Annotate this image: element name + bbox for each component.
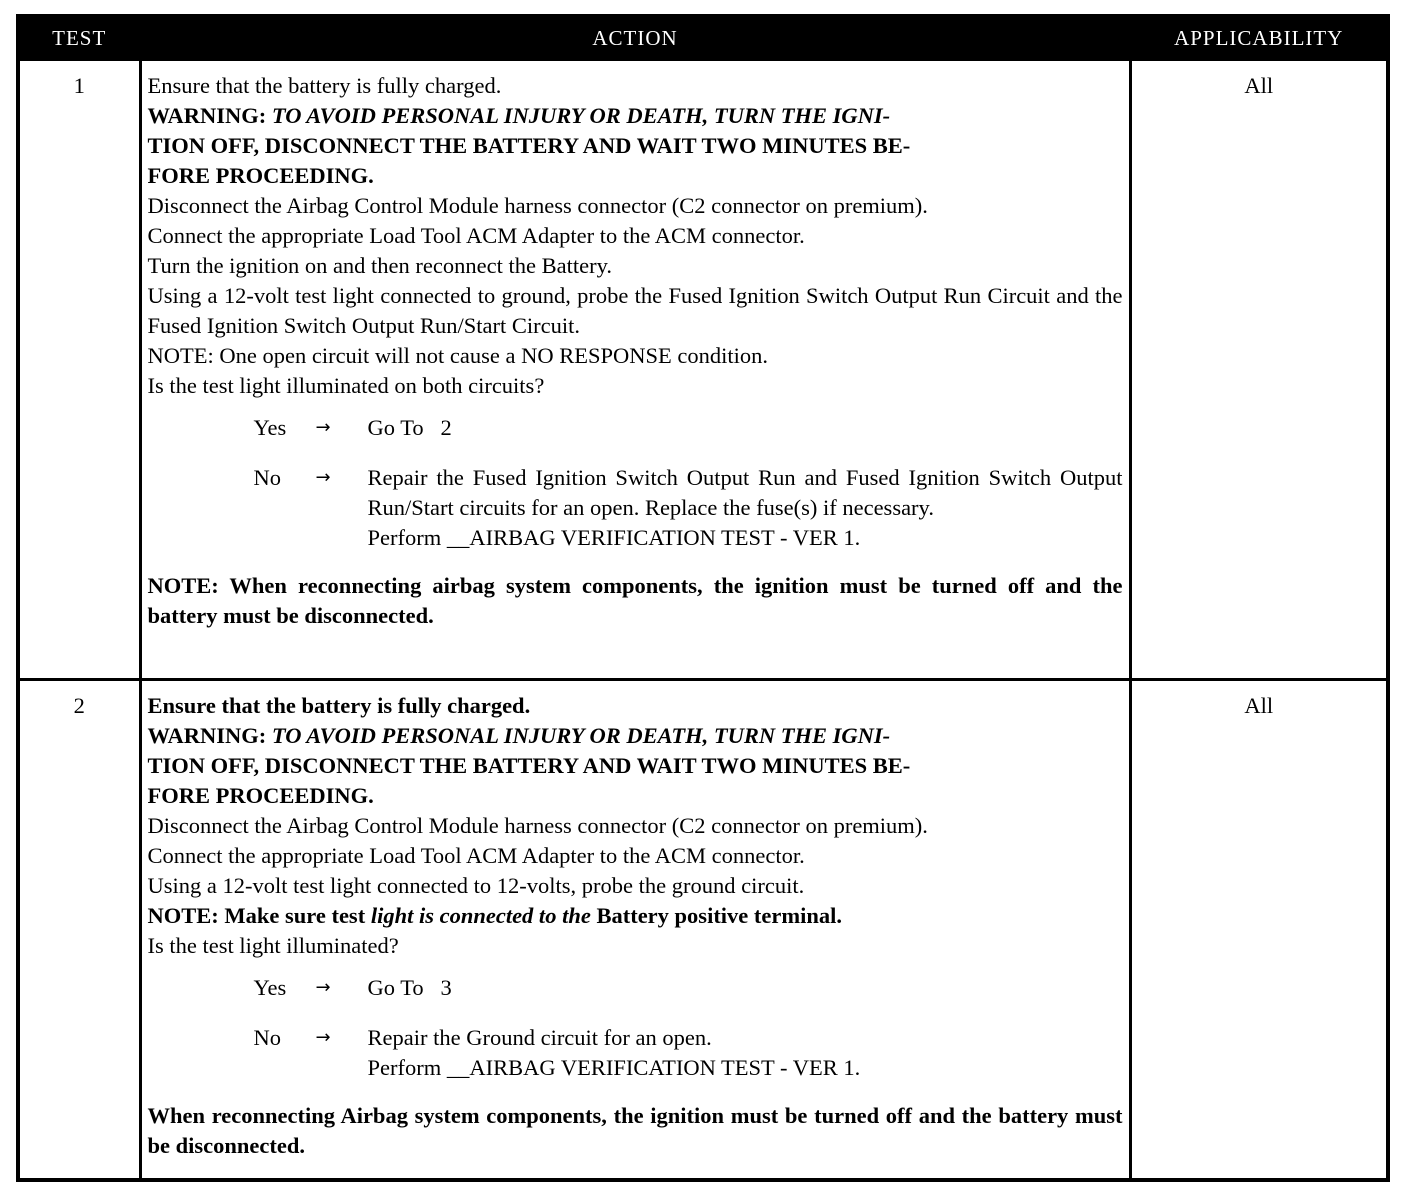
yes-result: Go To 3: [367, 975, 452, 1000]
step-text: Connect the appropriate Load Tool ACM Adapter to the ACM connector.: [147, 223, 805, 248]
step-text: Connect the appropriate Load Tool ACM Adapter to the ACM connector.: [147, 843, 805, 868]
header-test: TEST: [18, 16, 140, 60]
header-applicability: APPLICABILITY: [1130, 16, 1388, 60]
yes-branch: [254, 413, 1123, 443]
right-arrow-icon: →: [315, 977, 331, 998]
note-part-1: NOTE: Make sure test: [147, 903, 371, 928]
no-result-text: Repair the Ground circuit for an open.: [367, 1025, 712, 1050]
warning-body-italic: TO AVOID PERSONAL INJURY OR DEATH, TURN THE IGNI-: [271, 723, 891, 748]
action-cell: [140, 60, 1130, 680]
applicability-value: All: [1130, 60, 1388, 680]
step-text: Turn the ignition on and then reconnect the Battery.: [147, 253, 612, 278]
perform-text: Perform __AIRBAG VERIFICATION TEST - VER 1.: [367, 1055, 861, 1080]
right-arrow-icon: →: [315, 467, 331, 488]
yes-label: Yes: [253, 415, 287, 440]
note-part-2: light is connected to the: [370, 903, 591, 928]
test-number: 2: [18, 680, 140, 1180]
step-text: Using a 12-volt test light connected to 12-volts, probe the ground circuit.: [147, 873, 805, 898]
yes-result: Go To 2: [367, 415, 452, 440]
no-result: [368, 463, 1123, 553]
no-label: No: [253, 1025, 281, 1050]
question-text: Is the test light illuminated on both circuits?: [147, 373, 545, 398]
no-branch: [254, 463, 1123, 553]
note-text: NOTE: One open circuit will not cause a NO RESPONSE condition.: [147, 343, 769, 368]
test-number: 1: [18, 60, 140, 680]
warning-line-2: TION OFF, DISCONNECT THE BATTERY AND WAIT TWO MINUTES BE-: [147, 133, 911, 158]
yes-label: Yes: [253, 975, 287, 1000]
header-action: ACTION: [140, 16, 1130, 60]
right-arrow-icon: →: [315, 417, 331, 438]
no-branch: [254, 1023, 1123, 1083]
note-text: [148, 901, 1123, 931]
intro-text: Ensure that the battery is fully charged.: [147, 73, 502, 98]
warning-text: [148, 721, 1123, 751]
warning-lead: WARNING:: [147, 723, 267, 748]
action-cell: [140, 680, 1130, 1180]
warning-line-3: FORE PROCEEDING.: [147, 163, 374, 188]
test-row-1: [18, 60, 1388, 680]
warning-lead: WARNING:: [147, 103, 267, 128]
warning-text: [148, 101, 1123, 131]
note-part-3: Battery positive terminal.: [590, 903, 843, 928]
step-text: Disconnect the Airbag Control Module harness connector (C2 connector on premium).: [147, 193, 928, 218]
warning-body-italic: TO AVOID PERSONAL INJURY OR DEATH, TURN THE IGNI-: [271, 103, 891, 128]
table-header-row: [18, 16, 1388, 60]
no-result-text: Repair the Fused Ignition Switch Output Run and Fused Ignition Switch Output Run/Start circuits for an open. Replace the fuse(s) if necessary.: [367, 465, 1123, 520]
right-arrow-icon: →: [315, 1027, 331, 1048]
applicability-value: All: [1130, 680, 1388, 1180]
final-note: NOTE: When reconnecting airbag system components, the ignition must be turned off and the battery must be disconnected.: [147, 573, 1123, 628]
step-text: Using a 12-volt test light connected to ground, probe the Fused Ignition Switch Output Run Circuit and the Fused Ignition Switch Output Run/Start Circuit.: [147, 283, 1123, 338]
yes-branch: [254, 973, 1123, 1003]
no-result: [368, 1023, 1123, 1083]
final-note: When reconnecting Airbag system components, the ignition must be turned off and the battery must be disconnected.: [147, 1103, 1123, 1158]
no-label: No: [253, 465, 281, 490]
diagnostic-test-page: [16, 14, 1386, 1182]
perform-text: Perform __AIRBAG VERIFICATION TEST - VER 1.: [367, 525, 861, 550]
intro-text: Ensure that the battery is fully charged.: [147, 693, 531, 718]
test-row-2: [18, 680, 1388, 1180]
diagnostic-test-table: [16, 14, 1390, 1182]
question-text: Is the test light illuminated?: [147, 933, 399, 958]
step-text: Disconnect the Airbag Control Module harness connector (C2 connector on premium).: [147, 813, 928, 838]
warning-line-3: FORE PROCEEDING.: [147, 783, 374, 808]
warning-line-2: TION OFF, DISCONNECT THE BATTERY AND WAIT TWO MINUTES BE-: [147, 753, 911, 778]
